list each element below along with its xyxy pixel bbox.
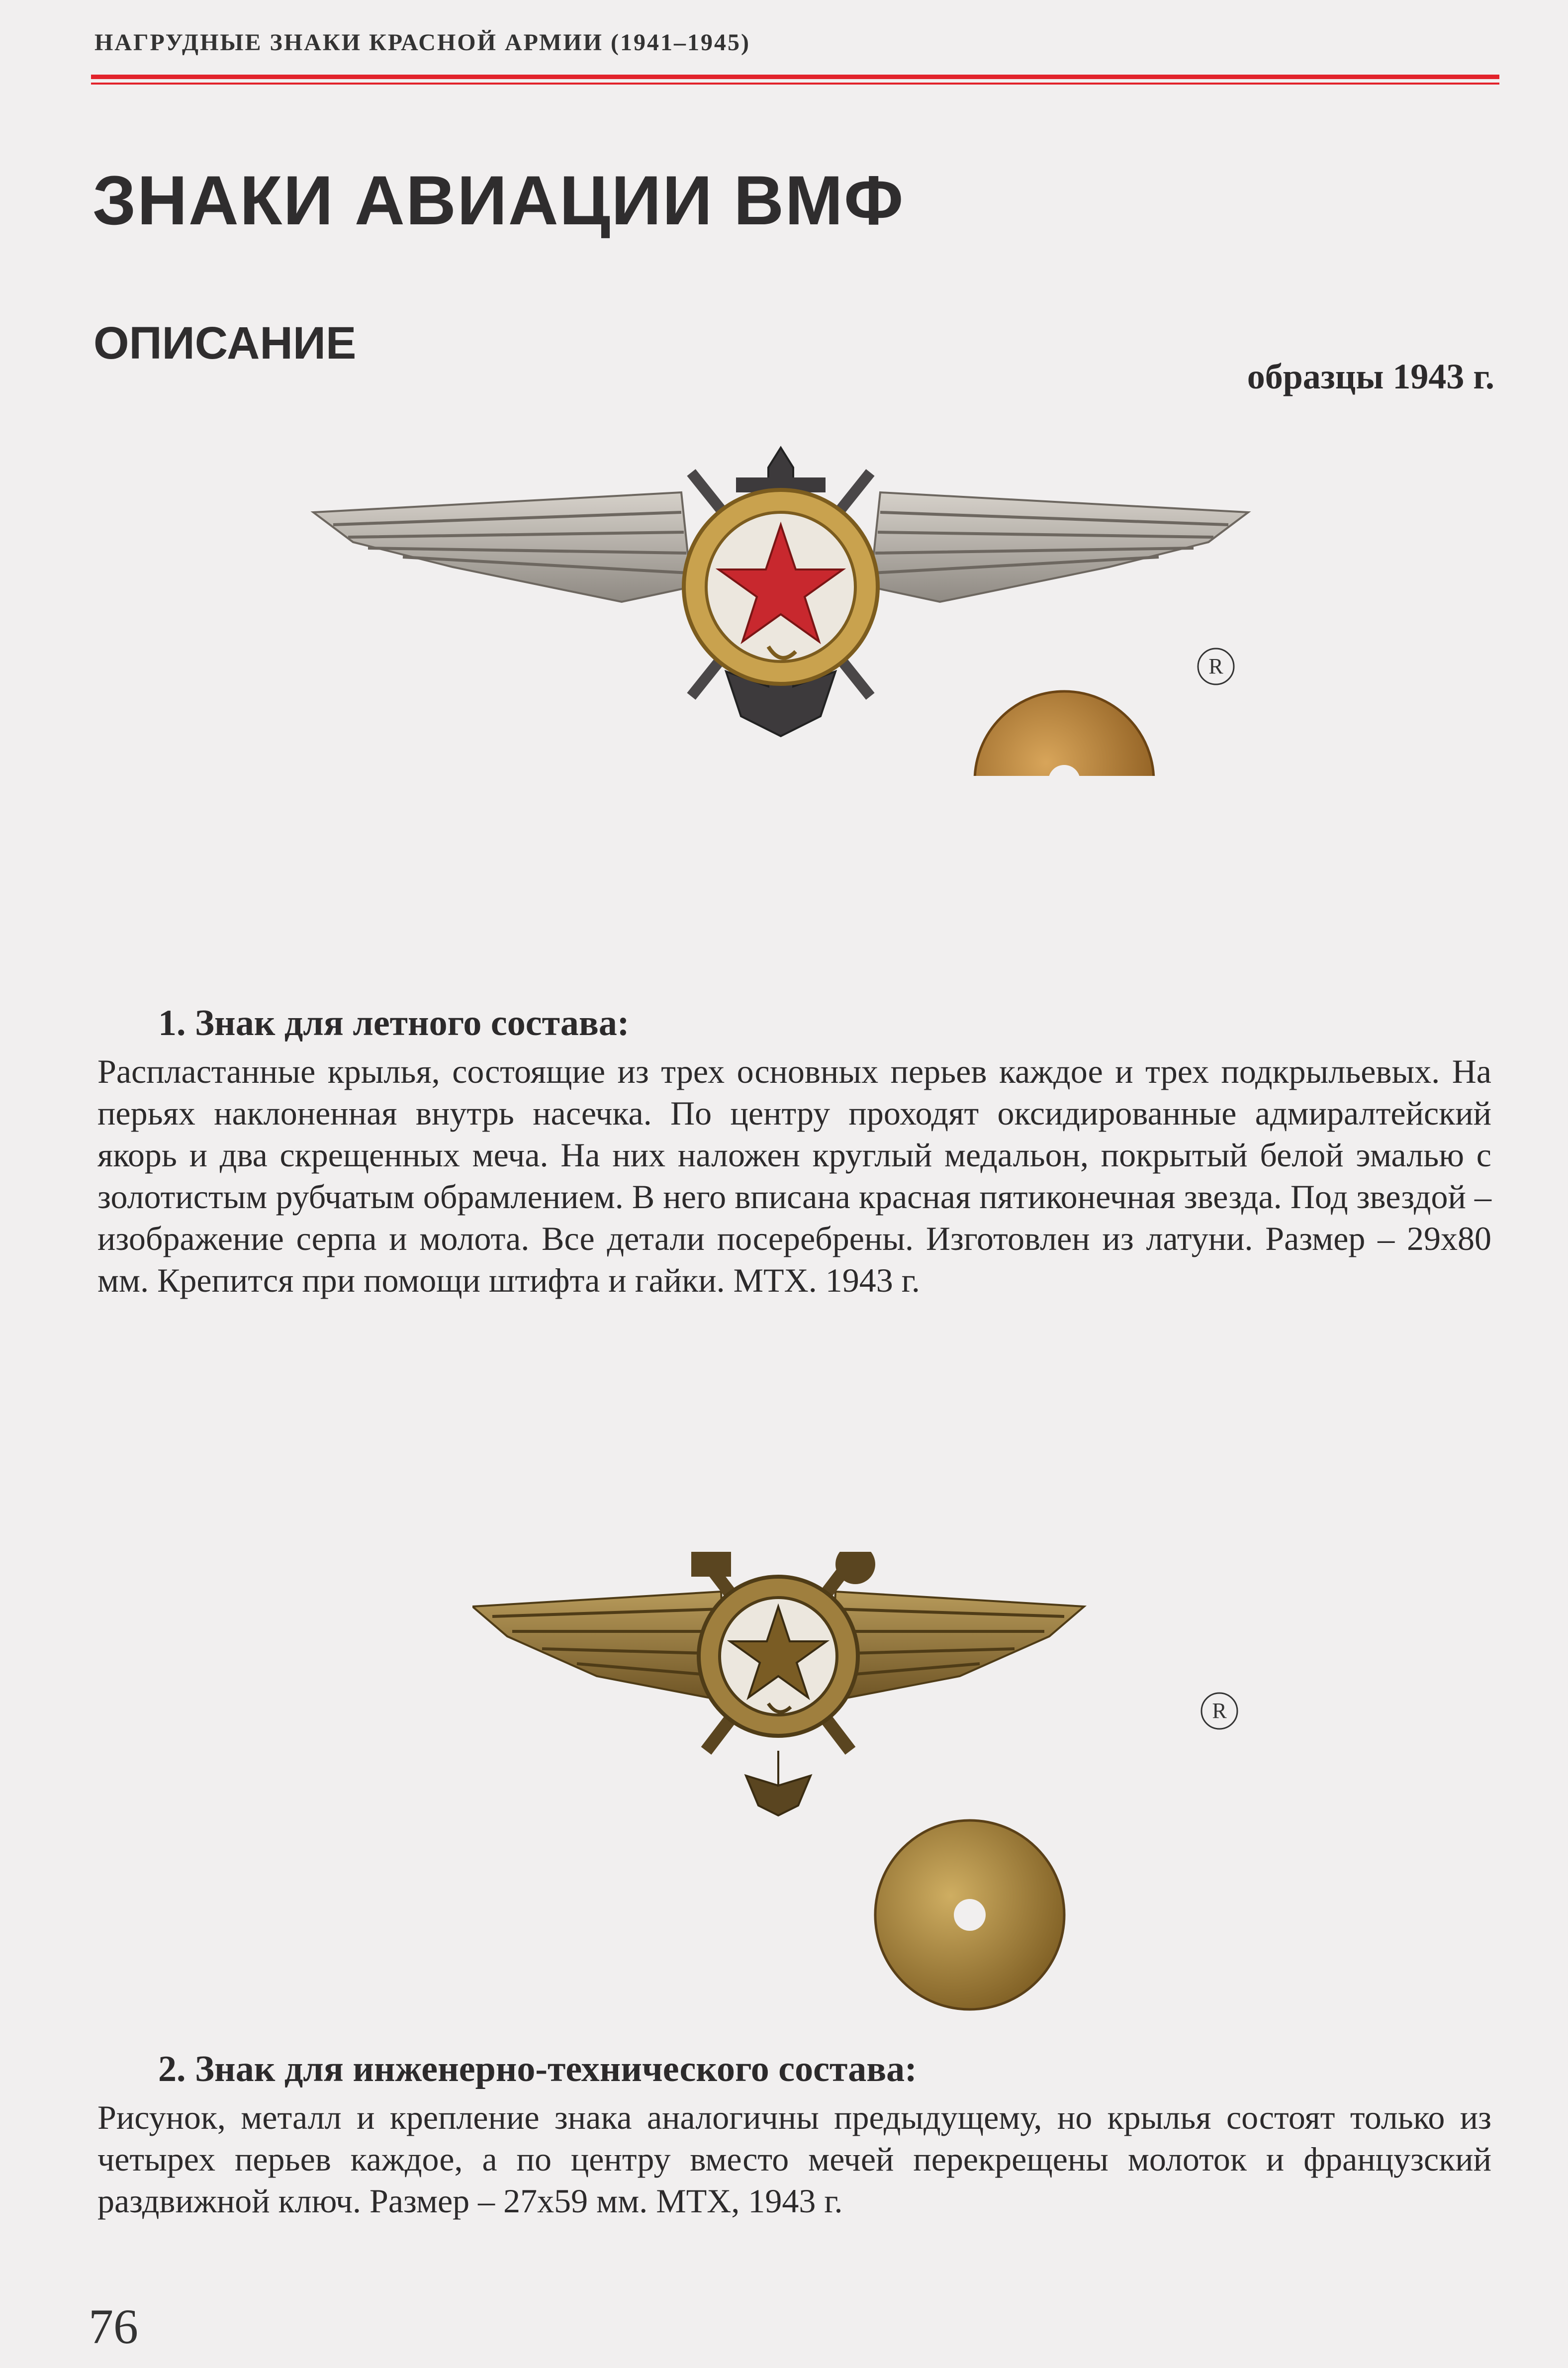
subsection-title: ОПИСАНИЕ xyxy=(93,318,357,369)
svg-text:R: R xyxy=(1208,654,1223,678)
item-2-heading: 2. Знак для инженерно-технического состава: xyxy=(158,2049,917,2089)
engineering-badge-image xyxy=(472,1552,1119,2039)
page-number: 76 xyxy=(89,2299,138,2354)
section-title: ЗНАКИ АВИАЦИИ ВМФ xyxy=(92,161,905,239)
item-1-heading: 1. Знак для летного состава: xyxy=(158,1003,630,1043)
samples-note: образцы 1943 г. xyxy=(1247,357,1494,396)
flight-crew-badge-image xyxy=(303,438,1258,776)
svg-text:R: R xyxy=(1212,1699,1227,1723)
registered-mark-icon-2 xyxy=(1199,1691,1239,1731)
registered-mark-icon xyxy=(1196,647,1236,686)
running-head: НАГРУДНЫЕ ЗНАКИ КРАСНОЙ АРМИИ (1941–1945) xyxy=(94,29,750,56)
item-2-text: Рисунок, металл и крепление знака аналогичны предыдущему, но крылья состоят только из четырех перьев каждое, а по центру вместо мечей перекрещены молоток и французский раздвижной ключ. Размер – 27х59 мм. МТХ, 1943 г. xyxy=(97,2098,1491,2220)
header-rule-thin xyxy=(91,83,1499,85)
item-1-text: Распластанные крылья, состоящие из трех основных перьев каждое и трех подкрыльевых. На перьях наклоненная внутрь насечка. По центру проходят оксидированные адмиралтейский якорь и два скрещенных меча. На них наложен круглый медальон, покрытый белой эмалью с золотистым рубчатым обрамлением. В него вписана красная пятиконечная звезда. Под звездой – изображение серпа и молота. Все детали посеребрены. Изготовлен из латуни. Размер – 29х80 мм. Крепится при помощи штифта и гайки. МТХ. 1943 г. xyxy=(97,1052,1491,1299)
header-rule xyxy=(91,75,1499,79)
